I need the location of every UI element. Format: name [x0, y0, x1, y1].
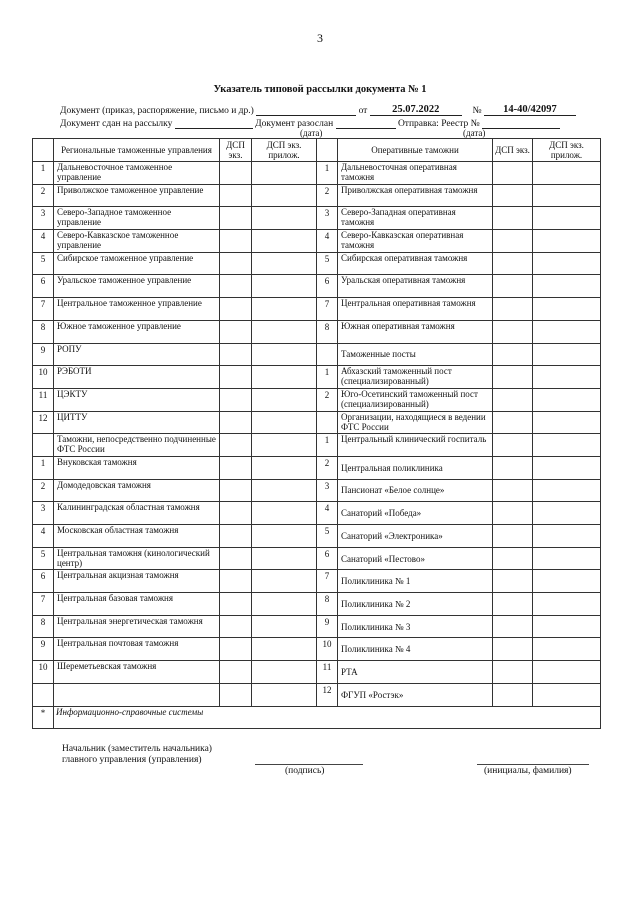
left-org-name: Центральная почтовая таможня — [54, 638, 220, 661]
right-org-name: ФГУП «Ростэк» — [338, 683, 493, 706]
right-dsp-attach-cell — [533, 479, 601, 502]
left-dsp-copy-cell — [220, 230, 252, 253]
left-dsp-attach-cell — [252, 638, 317, 661]
left-dsp-attach-cell — [252, 388, 317, 411]
left-org-name: ЦЭКТУ — [54, 388, 220, 411]
right-dsp-attach-cell — [533, 252, 601, 275]
left-dsp-attach-cell — [252, 434, 317, 457]
right-org-name: Сибирская оперативная таможня — [338, 252, 493, 275]
left-org-name: Южное таможенное управление — [54, 320, 220, 343]
right-row-number — [317, 343, 338, 366]
left-dsp-attach-cell — [252, 230, 317, 253]
left-org-name: Центральная акцизная таможня — [54, 570, 220, 593]
sent-label: Документ сдан на рассылку — [60, 119, 173, 129]
table-row — [33, 661, 601, 684]
right-dsp-copy-cell — [493, 184, 533, 207]
left-dsp-attach-cell — [252, 456, 317, 479]
right-dsp-attach-cell — [533, 162, 601, 185]
table-row — [33, 615, 601, 638]
left-dsp-copy-cell — [220, 434, 252, 457]
right-dsp-attach-cell — [533, 683, 601, 706]
table-row — [33, 411, 601, 434]
left-org-name: Домодедовская таможня — [54, 479, 220, 502]
right-row-number — [317, 411, 338, 434]
right-dsp-copy-cell — [493, 388, 533, 411]
right-dsp-copy-cell — [493, 593, 533, 616]
left-dsp-copy-cell — [220, 411, 252, 434]
right-dsp-copy-cell — [493, 411, 533, 434]
left-row-number: 7 — [33, 298, 54, 321]
right-row-number: 8 — [317, 320, 338, 343]
left-dsp-attach-cell — [252, 252, 317, 275]
left-dsp-attach-cell — [252, 661, 317, 684]
left-row-number: 4 — [33, 525, 54, 548]
header-num-right — [317, 139, 338, 162]
distributed-date-field — [336, 117, 396, 129]
table-row — [33, 547, 601, 570]
left-org-name: Центральная энергетическая таможня — [54, 615, 220, 638]
table-row — [33, 683, 601, 706]
left-dsp-copy-cell — [220, 162, 252, 185]
header-dsp-attach-left: ДСП экз. прилож. — [252, 139, 317, 162]
number-label: № — [472, 106, 482, 116]
table-row — [33, 230, 601, 253]
doc-type-field — [256, 104, 356, 116]
table-row — [33, 502, 601, 525]
right-row-number: 5 — [317, 252, 338, 275]
left-org-name: Уральское таможенное управление — [54, 275, 220, 298]
right-org-name: Санаторий «Пестово» — [338, 547, 493, 570]
right-dsp-attach-cell — [533, 547, 601, 570]
right-row-number: 4 — [317, 502, 338, 525]
left-dsp-attach-cell — [252, 683, 317, 706]
right-row-number: 11 — [317, 661, 338, 684]
right-dsp-attach-cell — [533, 366, 601, 389]
header-dsp-attach-right: ДСП экз. прилож. — [533, 139, 601, 162]
left-org-name: Центральная таможня (кинологический центр) — [54, 547, 220, 570]
right-row-number: 5 — [317, 525, 338, 548]
left-row-number: 6 — [33, 275, 54, 298]
table-row — [33, 570, 601, 593]
left-row-number — [33, 434, 54, 457]
left-dsp-attach-cell — [252, 570, 317, 593]
table-row — [33, 343, 601, 366]
right-dsp-attach-cell — [533, 502, 601, 525]
header-line-1 — [60, 104, 576, 116]
right-dsp-attach-cell — [533, 661, 601, 684]
right-org-name: Поликлиника № 4 — [338, 638, 493, 661]
right-dsp-attach-cell — [533, 343, 601, 366]
left-dsp-attach-cell — [252, 343, 317, 366]
left-row-number: 3 — [33, 207, 54, 230]
right-dsp-copy-cell — [493, 479, 533, 502]
page-number: 3 — [317, 31, 323, 45]
right-dsp-attach-cell — [533, 207, 601, 230]
left-row-number: 8 — [33, 615, 54, 638]
left-dsp-attach-cell — [252, 411, 317, 434]
left-dsp-attach-cell — [252, 615, 317, 638]
left-dsp-attach-cell — [252, 275, 317, 298]
left-row-number: 10 — [33, 661, 54, 684]
right-dsp-copy-cell — [493, 570, 533, 593]
table-row — [33, 252, 601, 275]
right-dsp-attach-cell — [533, 275, 601, 298]
right-org-name: РТА — [338, 661, 493, 684]
left-org-name — [54, 683, 220, 706]
right-dsp-attach-cell — [533, 525, 601, 548]
from-label: от — [358, 106, 368, 116]
right-dsp-copy-cell — [493, 366, 533, 389]
left-row-number: 1 — [33, 456, 54, 479]
left-row-number: 2 — [33, 184, 54, 207]
left-row-number: 10 — [33, 366, 54, 389]
distributed-label: Документ разослан — [255, 119, 334, 129]
right-org-name: Дальневосточная оперативная таможня — [338, 162, 493, 185]
left-dsp-copy-cell — [220, 615, 252, 638]
left-row-number: 9 — [33, 638, 54, 661]
footer-text: Информационно-справочные системы — [54, 706, 601, 729]
signature-position-line-1: Начальник (заместитель начальника) — [62, 744, 212, 754]
table-row — [33, 525, 601, 548]
right-dsp-copy-cell — [493, 252, 533, 275]
table-header-row — [33, 139, 601, 162]
date-caption-1: (дата) — [300, 128, 323, 138]
number-field — [484, 104, 576, 116]
left-dsp-copy-cell — [220, 184, 252, 207]
left-org-name: Таможни, непосредственно подчиненные ФТС России — [54, 434, 220, 457]
left-dsp-copy-cell — [220, 343, 252, 366]
document-title: Указатель типовой рассылки документа № 1 — [213, 84, 427, 95]
right-row-number: 8 — [317, 593, 338, 616]
left-org-name: РЭБОТИ — [54, 366, 220, 389]
right-dsp-copy-cell — [493, 343, 533, 366]
left-dsp-copy-cell — [220, 388, 252, 411]
left-dsp-copy-cell — [220, 479, 252, 502]
right-dsp-attach-cell — [533, 411, 601, 434]
table-row — [33, 184, 601, 207]
right-dsp-copy-cell — [493, 434, 533, 457]
left-dsp-copy-cell — [220, 502, 252, 525]
name-line — [477, 764, 589, 765]
left-dsp-copy-cell — [220, 570, 252, 593]
left-org-name: Северо-Кавказское таможенное управление — [54, 230, 220, 253]
right-dsp-copy-cell — [493, 661, 533, 684]
right-dsp-attach-cell — [533, 434, 601, 457]
header-num-left — [33, 139, 54, 162]
table-row — [33, 479, 601, 502]
left-org-name: Северо-Западное таможенное управление — [54, 207, 220, 230]
left-dsp-attach-cell — [252, 320, 317, 343]
distribution-table — [32, 138, 601, 729]
header-dsp-copy-left: ДСП экз. — [220, 139, 252, 162]
table-row — [33, 298, 601, 321]
right-row-number: 3 — [317, 479, 338, 502]
doc-type-label: Документ (приказ, распоряжение, письмо и др.) — [60, 106, 254, 116]
right-org-name: Поликлиника № 2 — [338, 593, 493, 616]
left-row-number: 11 — [33, 388, 54, 411]
right-dsp-copy-cell — [493, 162, 533, 185]
left-row-number: 3 — [33, 502, 54, 525]
left-org-name: ЦИТТУ — [54, 411, 220, 434]
signature-caption: (подпись) — [285, 766, 325, 776]
right-dsp-attach-cell — [533, 593, 601, 616]
left-row-number — [33, 683, 54, 706]
left-row-number: 2 — [33, 479, 54, 502]
signature-position-line-2: главного управления (управления) — [62, 755, 202, 765]
date-value: 25.07.2022 — [392, 104, 440, 115]
left-org-name: Центральная базовая таможня — [54, 593, 220, 616]
right-org-name: Центральный клинический госпиталь — [338, 434, 493, 457]
right-row-number: 1 — [317, 366, 338, 389]
table-row — [33, 434, 601, 457]
right-org-name: Уральская оперативная таможня — [338, 275, 493, 298]
footer-row — [33, 706, 601, 729]
right-org-name: Абхазский таможенный пост (специализированный) — [338, 366, 493, 389]
right-org-name: Таможенные посты — [338, 343, 493, 366]
left-dsp-copy-cell — [220, 366, 252, 389]
left-dsp-copy-cell — [220, 638, 252, 661]
left-row-number: 12 — [33, 411, 54, 434]
table-row — [33, 593, 601, 616]
right-row-number: 10 — [317, 638, 338, 661]
right-org-name: Юго-Осетинский таможенный пост (специализированный) — [338, 388, 493, 411]
sent-date-field — [175, 117, 253, 129]
signature-line — [255, 764, 363, 765]
right-row-number: 7 — [317, 570, 338, 593]
left-org-name: Московская областная таможня — [54, 525, 220, 548]
right-row-number: 2 — [317, 388, 338, 411]
left-org-name: Центральное таможенное управление — [54, 298, 220, 321]
right-org-name: Санаторий «Победа» — [338, 502, 493, 525]
right-dsp-copy-cell — [493, 320, 533, 343]
name-caption: (инициалы, фамилия) — [484, 766, 572, 776]
table-row — [33, 366, 601, 389]
right-dsp-attach-cell — [533, 638, 601, 661]
left-dsp-attach-cell — [252, 525, 317, 548]
left-row-number: 4 — [33, 230, 54, 253]
right-dsp-attach-cell — [533, 230, 601, 253]
right-org-name: Центральная поликлиника — [338, 456, 493, 479]
footer-mark: * — [33, 706, 54, 729]
date-field — [370, 104, 462, 116]
left-dsp-attach-cell — [252, 298, 317, 321]
table-row — [33, 456, 601, 479]
table-row — [33, 207, 601, 230]
left-dsp-attach-cell — [252, 502, 317, 525]
left-dsp-attach-cell — [252, 593, 317, 616]
right-row-number: 4 — [317, 230, 338, 253]
left-dsp-attach-cell — [252, 207, 317, 230]
left-org-name: Внуковская таможня — [54, 456, 220, 479]
right-org-name: Санаторий «Электроника» — [338, 525, 493, 548]
right-dsp-attach-cell — [533, 184, 601, 207]
left-dsp-copy-cell — [220, 320, 252, 343]
left-dsp-copy-cell — [220, 525, 252, 548]
table-body — [33, 162, 601, 707]
right-row-number: 6 — [317, 547, 338, 570]
table-row — [33, 320, 601, 343]
right-row-number: 7 — [317, 298, 338, 321]
left-org-name: Дальневосточное таможенное управление — [54, 162, 220, 185]
left-org-name: РОПУ — [54, 343, 220, 366]
dispatch-label: Отправка: Реестр № — [397, 119, 480, 129]
right-org-name: Пансионат «Белое солнце» — [338, 479, 493, 502]
left-dsp-copy-cell — [220, 593, 252, 616]
left-row-number: 1 — [33, 162, 54, 185]
right-dsp-copy-cell — [493, 525, 533, 548]
right-org-name: Северо-Западная оперативная таможня — [338, 207, 493, 230]
right-row-number: 12 — [317, 683, 338, 706]
right-dsp-attach-cell — [533, 615, 601, 638]
left-dsp-attach-cell — [252, 162, 317, 185]
right-dsp-copy-cell — [493, 683, 533, 706]
right-org-name: Центральная оперативная таможня — [338, 298, 493, 321]
right-dsp-attach-cell — [533, 388, 601, 411]
left-dsp-copy-cell — [220, 661, 252, 684]
right-dsp-copy-cell — [493, 275, 533, 298]
left-row-number: 7 — [33, 593, 54, 616]
left-row-number: 8 — [33, 320, 54, 343]
number-value: 14-40/42097 — [503, 104, 557, 115]
left-row-number: 6 — [33, 570, 54, 593]
header-right-name: Оперативные таможни — [338, 139, 493, 162]
header-dsp-copy-right: ДСП экз. — [493, 139, 533, 162]
right-row-number: 6 — [317, 275, 338, 298]
left-dsp-copy-cell — [220, 252, 252, 275]
right-dsp-copy-cell — [493, 298, 533, 321]
right-org-name: Северо-Кавказская оперативная таможня — [338, 230, 493, 253]
registry-number-field — [482, 117, 560, 129]
left-row-number: 9 — [33, 343, 54, 366]
left-dsp-copy-cell — [220, 547, 252, 570]
right-dsp-attach-cell — [533, 298, 601, 321]
left-dsp-attach-cell — [252, 547, 317, 570]
right-dsp-copy-cell — [493, 207, 533, 230]
right-dsp-copy-cell — [493, 230, 533, 253]
table-row — [33, 162, 601, 185]
header-left-name: Региональные таможенные управления — [54, 139, 220, 162]
right-row-number: 1 — [317, 162, 338, 185]
right-row-number: 2 — [317, 184, 338, 207]
right-row-number: 2 — [317, 456, 338, 479]
right-dsp-attach-cell — [533, 320, 601, 343]
right-org-name: Организации, находящиеся в ведении ФТС России — [338, 411, 493, 434]
right-dsp-copy-cell — [493, 547, 533, 570]
right-row-number: 9 — [317, 615, 338, 638]
left-org-name: Сибирское таможенное управление — [54, 252, 220, 275]
right-dsp-copy-cell — [493, 502, 533, 525]
date-caption-2: (дата) — [463, 128, 486, 138]
left-dsp-copy-cell — [220, 298, 252, 321]
table-row — [33, 388, 601, 411]
left-dsp-copy-cell — [220, 275, 252, 298]
right-dsp-copy-cell — [493, 456, 533, 479]
left-dsp-copy-cell — [220, 207, 252, 230]
right-org-name: Поликлиника № 3 — [338, 615, 493, 638]
left-org-name: Калининградская областная таможня — [54, 502, 220, 525]
table-row — [33, 275, 601, 298]
right-dsp-attach-cell — [533, 456, 601, 479]
left-org-name: Приволжское таможенное управление — [54, 184, 220, 207]
right-org-name: Южная оперативная таможня — [338, 320, 493, 343]
table-row — [33, 638, 601, 661]
left-dsp-copy-cell — [220, 456, 252, 479]
left-row-number: 5 — [33, 547, 54, 570]
left-dsp-copy-cell — [220, 683, 252, 706]
right-org-name: Поликлиника № 1 — [338, 570, 493, 593]
left-org-name: Шереметьевская таможня — [54, 661, 220, 684]
right-row-number: 3 — [317, 207, 338, 230]
left-dsp-attach-cell — [252, 184, 317, 207]
left-dsp-attach-cell — [252, 479, 317, 502]
right-org-name: Приволжская оперативная таможня — [338, 184, 493, 207]
left-row-number: 5 — [33, 252, 54, 275]
right-dsp-copy-cell — [493, 638, 533, 661]
left-dsp-attach-cell — [252, 366, 317, 389]
right-dsp-copy-cell — [493, 615, 533, 638]
right-row-number: 1 — [317, 434, 338, 457]
right-dsp-attach-cell — [533, 570, 601, 593]
